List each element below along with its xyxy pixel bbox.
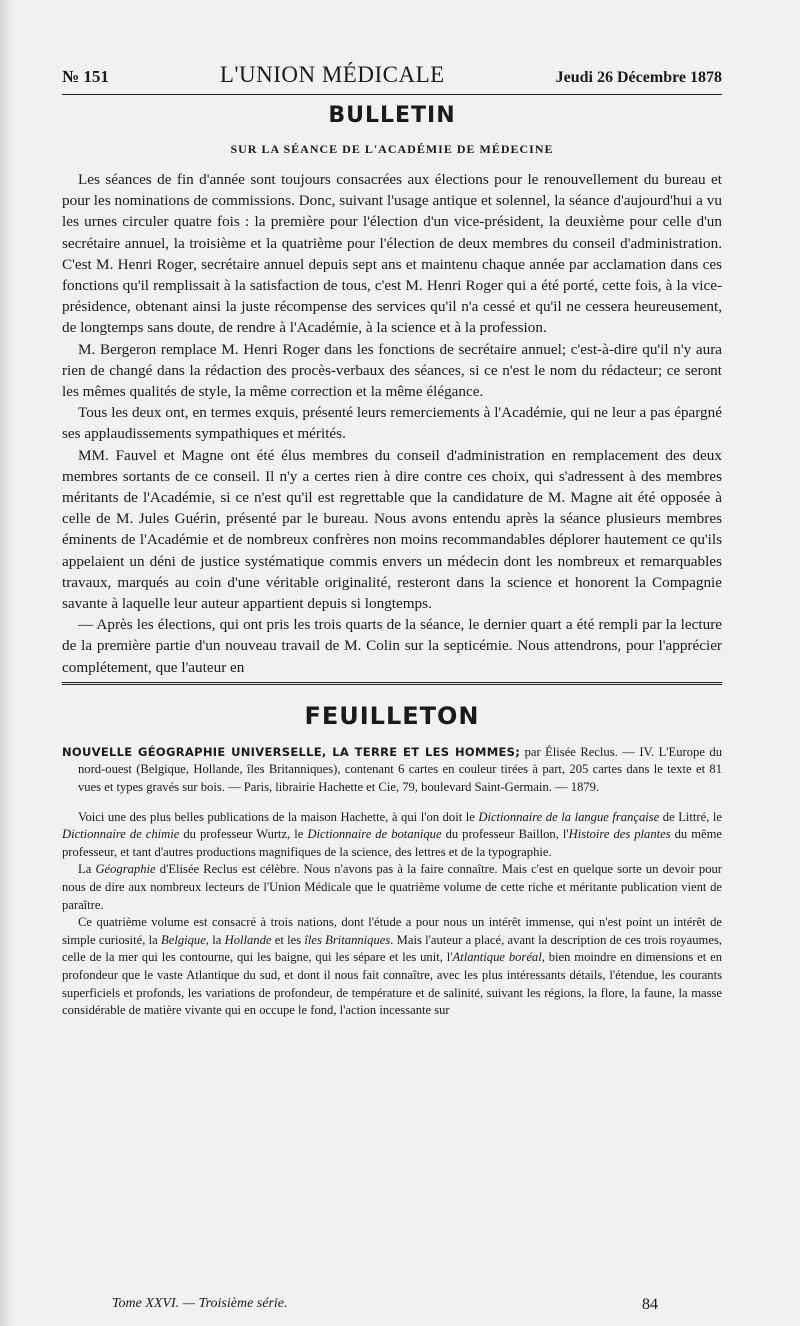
italic-title: Dictionnaire de botanique bbox=[307, 827, 442, 842]
book-title: NOUVELLE GÉOGRAPHIE UNIVERSELLE, LA TERRE ET LES HOMMES; bbox=[62, 744, 521, 759]
issue-number: № 151 bbox=[62, 67, 109, 86]
text-run: Voici une des plus belles publications de la maison Hachette, à qui l'on doit le bbox=[78, 809, 479, 824]
italic-title: Histoire des plantes bbox=[568, 827, 671, 842]
italic-title: Dictionnaire de la langue française bbox=[478, 809, 660, 824]
text-run: La bbox=[78, 862, 96, 877]
bulletin-subtitle: SUR LA SÉANCE DE L'ACADÉMIE DE MÉDECINE bbox=[230, 142, 554, 156]
bulletin-paragraph: — Après les élections, qui ont pris les trois quarts de la séance, le dernier quart a été rempli par la lecture de la première partie d'un nouveau travail de M. Colin sur la septicémie. Nous attendrons, pour l'apprécier complétement, que l'auteur en bbox=[62, 616, 722, 676]
text-run: , bien moindre en dimensions et en profondeur que le vaste Atlantique du sud, et dont il nous fait connaître, avec les plus intéressants détails, l'étendue, les courants superficiels et profonds, les variations de profondeur, de température et de salinité, suivant les régions, la flore, la faune, la masse considérable de matière vivante qui en occupe le fond, l'action incessante sur bbox=[62, 950, 722, 1018]
section-divider bbox=[62, 682, 722, 688]
bulletin-paragraph: MM. Fauvel et Magne ont été élus membres du conseil d'administration en remplacement des deux membres sortants de ce conseil. Il n'y a certes rien à dire contre ces choix, qui s'adressent à des membres méritants de l'Académie, si ce n'est qu'il est regrettable que la candidature de M. Magne ait été opposée à celle de M. Jules Guérin, présenté par le bureau. Nous avons entendu après la séance plusieurs membres éminents de l'Académie et de nombreux confrères non moins recommandables déplorer hautement ce qu'ils appelaient un déni de justice systématique commis envers un médecin dont les nombreux et remarquables travaux, marqués au coin d'une véritable originalité, resteront dans la science et honorent la Compagnie savante à laquelle leur auteur appartient depuis si longtemps. bbox=[62, 446, 722, 613]
text-run: du même professeur, et tant d'autres productions magnifiques de la science, des lettres et de la typographie. bbox=[62, 827, 722, 859]
text-run: , la bbox=[205, 932, 225, 947]
italic-title: îles Britanniques bbox=[304, 932, 391, 947]
volume-info: Tome XXVI. — Troisième série. bbox=[112, 1296, 288, 1311]
text-run: du professeur Wurtz, le bbox=[179, 827, 308, 842]
header-rule bbox=[62, 94, 722, 95]
feuilleton-title: FEUILLETON bbox=[304, 701, 480, 730]
italic-title: Dictionnaire de chimie bbox=[62, 827, 180, 842]
feuilleton-paragraph bbox=[62, 914, 722, 1020]
italic-title: Géographie bbox=[95, 862, 156, 877]
page-footer bbox=[112, 1296, 658, 1314]
text-run: . Mais l'auteur a placé, avant la description de ces trois royaumes, celle de la mer qui les contourne, qui les baigne, qui les sépare et les unit, l' bbox=[62, 932, 722, 965]
bulletin-title: BULLETIN bbox=[328, 103, 456, 128]
feuilleton-paragraph bbox=[62, 809, 722, 862]
issue-date: Jeudi 26 Décembre 1878 bbox=[555, 69, 722, 86]
bulletin-paragraph: Tous les deux ont, en termes exquis, présenté leurs remerciements à l'Académie, qui ne leur a pas épargné ses applaudissements sympathiques et mérités. bbox=[62, 404, 722, 443]
bulletin-section bbox=[62, 103, 722, 678]
italic-title: Hollande bbox=[224, 932, 272, 947]
text-run: Ce quatrième volume est consacré à trois nations, dont l'étude a pour nous un intérêt immense, qui n'est point un intérêt de simple curiosité, la bbox=[62, 915, 722, 947]
text-run: d'Elisée Reclus est célèbre. Nous n'avons pas à la faire connaître. Mais c'est en quelque sorte un devoir pour nous de dire aux nombreux lecteurs de l'Union Médicale que le quatrième volume de cette riche et méritante publication vient de paraître. bbox=[62, 862, 723, 912]
text-run: de Littré, le bbox=[659, 809, 722, 824]
bulletin-paragraph: M. Bergeron remplace M. Henri Roger dans les fonctions de secrétaire annuel; c'est-à-dire qu'il n'y aura rien de changé dans la rédaction des procès-verbaux des séances, si ce n'est le nom du rédacteur; ce seront les mêmes qualités de style, la même correction et la même élégance. bbox=[62, 340, 722, 401]
book-reference bbox=[62, 744, 722, 797]
page-header bbox=[62, 62, 722, 94]
italic-title: Belgique bbox=[161, 932, 206, 947]
feuilleton-section bbox=[62, 702, 722, 1020]
page-number: 84 bbox=[642, 1296, 658, 1313]
text-run: et les bbox=[271, 932, 305, 947]
text-run: du professeur Baillon, l' bbox=[441, 827, 569, 842]
feuilleton-paragraph bbox=[62, 861, 722, 914]
italic-title: Atlantique boréal bbox=[452, 950, 542, 965]
book-details: par Élisée Reclus. — IV. L'Europe du nord-ouest (Belgique, Hollande, îles Britanniques), contenant 6 cartes en couleur tirées à part, 205 cartes dans le texte et 81 vues et types gravés sur bois. — Paris, librairie Hachette et Cie, 79, boulevard Saint-Germain. — 1879. bbox=[78, 744, 722, 795]
bulletin-paragraph: Les séances de fin d'année sont toujours consacrées aux élections pour le renouvellement du bureau et pour les nominations de commissions. Donc, suivant l'usage antique et solennel, la séance d'aujourd'hui a vu les urnes circuler quatre fois : la première pour l'élection d'un vice-président, la deuxième pour celle d'un secrétaire annuel, la troisième et la quatrième pour l'élection de deux membres du conseil d'administration. C'est M. Henri Roger, secrétaire annuel depuis sept ans et maintenu chaque année par acclamation dans ces fonctions qu'il remplissait à la satisfaction de tous, c'est M. Henri Roger qui a été porté, cette fois, à la vice-présidence, obtenant ainsi la juste récompense des services qu'il n'a cessé et qu'il ne cessera heureusement, de longtemps sans doute, de rendre à l'Académie, à la science et à la profession. bbox=[62, 171, 722, 337]
journal-title: L'UNION MÉDICALE bbox=[219, 62, 445, 87]
